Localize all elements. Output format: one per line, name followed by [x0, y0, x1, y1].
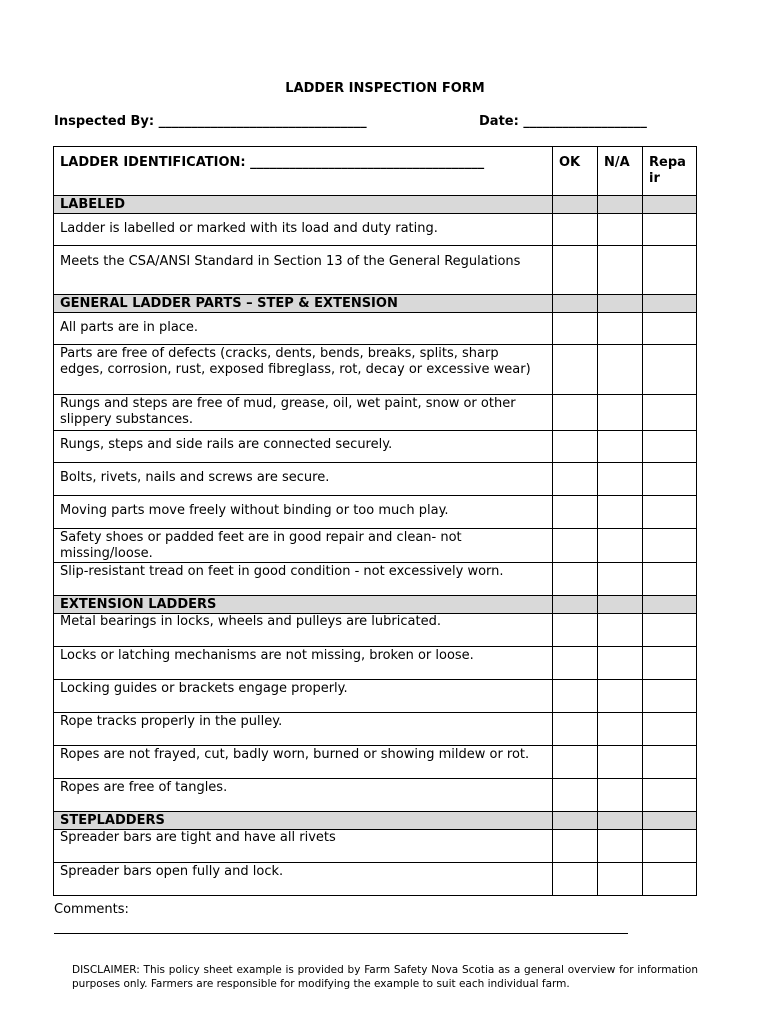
na-checkbox-cell[interactable]	[598, 313, 643, 345]
inspection-table	[53, 146, 697, 896]
item-text: Ropes are not frayed, cut, badly worn, burned or showing mildew or rot.	[54, 746, 553, 779]
repair-checkbox-cell[interactable]	[643, 863, 697, 896]
section-cell	[643, 196, 697, 214]
item-text: Locking guides or brackets engage properly.	[54, 680, 553, 713]
item-text: Ropes are free of tangles.	[54, 779, 553, 812]
checklist-row	[54, 313, 697, 345]
na-checkbox-cell[interactable]	[598, 779, 643, 812]
item-text: Ladder is labelled or marked with its load and duty rating.	[54, 214, 553, 246]
na-checkbox-cell[interactable]	[598, 713, 643, 746]
item-text: Meets the CSA/ANSI Standard in Section 13 of the General Regulations	[54, 246, 553, 295]
ok-checkbox-cell[interactable]	[553, 614, 598, 647]
form-title: LADDER INSPECTION FORM	[285, 81, 485, 96]
item-text: Bolts, rivets, nails and screws are secure.	[54, 463, 553, 496]
ok-checkbox-cell[interactable]	[553, 214, 598, 246]
section-cell	[553, 812, 598, 830]
section-cell	[643, 812, 697, 830]
ok-checkbox-cell[interactable]	[553, 345, 598, 395]
item-text: Safety shoes or padded feet are in good repair and clean- not missing/loose.	[54, 529, 553, 563]
section-header-general-parts	[54, 295, 697, 313]
column-na-header: N/A	[598, 147, 643, 196]
repair-checkbox-cell[interactable]	[643, 496, 697, 529]
checklist-row	[54, 563, 697, 596]
repair-checkbox-cell[interactable]	[643, 563, 697, 596]
ok-checkbox-cell[interactable]	[553, 863, 598, 896]
na-checkbox-cell[interactable]	[598, 614, 643, 647]
repair-checkbox-cell[interactable]	[643, 713, 697, 746]
item-text: Metal bearings in locks, wheels and pulleys are lubricated.	[54, 614, 553, 647]
ok-checkbox-cell[interactable]	[553, 496, 598, 529]
na-checkbox-cell[interactable]	[598, 463, 643, 496]
date-field[interactable]: Date: ___________________	[479, 114, 647, 129]
item-text: Spreader bars are tight and have all rivets	[54, 830, 553, 863]
inspected-by-field[interactable]: Inspected By: ________________________________	[54, 114, 367, 129]
ok-checkbox-cell[interactable]	[553, 680, 598, 713]
checklist-row	[54, 863, 697, 896]
comments-input-line[interactable]	[54, 933, 628, 934]
item-text: Rungs and steps are free of mud, grease, oil, wet paint, snow or other slippery substances.	[54, 395, 553, 431]
section-title: EXTENSION LADDERS	[54, 596, 553, 614]
checklist-row	[54, 395, 697, 431]
repair-checkbox-cell[interactable]	[643, 529, 697, 563]
checklist-row	[54, 779, 697, 812]
repair-checkbox-cell[interactable]	[643, 779, 697, 812]
ok-checkbox-cell[interactable]	[553, 463, 598, 496]
na-checkbox-cell[interactable]	[598, 863, 643, 896]
checklist-row	[54, 614, 697, 647]
ok-checkbox-cell[interactable]	[553, 313, 598, 345]
section-cell	[553, 196, 598, 214]
section-title: STEPLADDERS	[54, 812, 553, 830]
ok-checkbox-cell[interactable]	[553, 529, 598, 563]
section-cell	[643, 295, 697, 313]
checklist-row	[54, 463, 697, 496]
ok-checkbox-cell[interactable]	[553, 830, 598, 863]
na-checkbox-cell[interactable]	[598, 496, 643, 529]
section-cell	[598, 812, 643, 830]
na-checkbox-cell[interactable]	[598, 647, 643, 680]
ok-checkbox-cell[interactable]	[553, 563, 598, 596]
item-text: Parts are free of defects (cracks, dents, bends, breaks, splits, sharp edges, corrosion, rust, exposed fibreglass, rot, decay or excessive wear)	[54, 345, 553, 395]
ok-checkbox-cell[interactable]	[553, 431, 598, 463]
section-cell	[553, 596, 598, 614]
na-checkbox-cell[interactable]	[598, 529, 643, 563]
checklist-row	[54, 680, 697, 713]
na-checkbox-cell[interactable]	[598, 563, 643, 596]
na-checkbox-cell[interactable]	[598, 830, 643, 863]
section-cell	[598, 295, 643, 313]
section-header-labeled	[54, 196, 697, 214]
disclaimer-text: DISCLAIMER: This policy sheet example is provided by Farm Safety Nova Scotia as a general overview for information purposes only. Farmers are responsible for modifying the example to suit each individual farm.	[72, 964, 698, 990]
item-text: Rope tracks properly in the pulley.	[54, 713, 553, 746]
checklist-row	[54, 246, 697, 295]
na-checkbox-cell[interactable]	[598, 345, 643, 395]
ok-checkbox-cell[interactable]	[553, 647, 598, 680]
ok-checkbox-cell[interactable]	[553, 246, 598, 295]
repair-checkbox-cell[interactable]	[643, 746, 697, 779]
ok-checkbox-cell[interactable]	[553, 746, 598, 779]
section-cell	[643, 596, 697, 614]
item-text: Moving parts move freely without binding or too much play.	[54, 496, 553, 529]
item-text: Rungs, steps and side rails are connected securely.	[54, 431, 553, 463]
column-repair-header: Repa ir	[643, 147, 697, 196]
section-header-extension-ladders	[54, 596, 697, 614]
na-checkbox-cell[interactable]	[598, 395, 643, 431]
na-checkbox-cell[interactable]	[598, 746, 643, 779]
section-title: LABELED	[54, 196, 553, 214]
checklist-row	[54, 746, 697, 779]
repair-checkbox-cell[interactable]	[643, 647, 697, 680]
section-title: GENERAL LADDER PARTS – STEP & EXTENSION	[54, 295, 553, 313]
section-header-stepladders	[54, 812, 697, 830]
repair-checkbox-cell[interactable]	[643, 313, 697, 345]
repair-checkbox-cell[interactable]	[643, 614, 697, 647]
checklist-row	[54, 713, 697, 746]
checklist-row	[54, 431, 697, 463]
repair-checkbox-cell[interactable]	[643, 214, 697, 246]
comments-label: Comments:	[54, 902, 129, 917]
checklist-row	[54, 214, 697, 246]
repair-checkbox-cell[interactable]	[643, 680, 697, 713]
item-text: Slip-resistant tread on feet in good condition - not excessively worn.	[54, 563, 553, 596]
repair-checkbox-cell[interactable]	[643, 395, 697, 431]
na-checkbox-cell[interactable]	[598, 214, 643, 246]
na-checkbox-cell[interactable]	[598, 431, 643, 463]
item-text: All parts are in place.	[54, 313, 553, 345]
repair-checkbox-cell[interactable]	[643, 830, 697, 863]
na-checkbox-cell[interactable]	[598, 680, 643, 713]
checklist-row	[54, 830, 697, 863]
repair-checkbox-cell[interactable]	[643, 345, 697, 395]
repair-checkbox-cell[interactable]	[643, 431, 697, 463]
checklist-row	[54, 647, 697, 680]
checklist-row	[54, 529, 697, 563]
ok-checkbox-cell[interactable]	[553, 779, 598, 812]
section-cell	[598, 596, 643, 614]
item-text: Locks or latching mechanisms are not missing, broken or loose.	[54, 647, 553, 680]
repair-checkbox-cell[interactable]	[643, 463, 697, 496]
checklist-row	[54, 496, 697, 529]
ok-checkbox-cell[interactable]	[553, 395, 598, 431]
na-checkbox-cell[interactable]	[598, 246, 643, 295]
item-text: Spreader bars open fully and lock.	[54, 863, 553, 896]
section-cell	[553, 295, 598, 313]
column-ok-header: OK	[553, 147, 598, 196]
section-cell	[598, 196, 643, 214]
ladder-identification-field[interactable]: LADDER IDENTIFICATION: ____________________________________	[54, 147, 553, 196]
table-header-row	[54, 147, 697, 196]
ok-checkbox-cell[interactable]	[553, 713, 598, 746]
repair-checkbox-cell[interactable]	[643, 246, 697, 295]
checklist-row	[54, 345, 697, 395]
